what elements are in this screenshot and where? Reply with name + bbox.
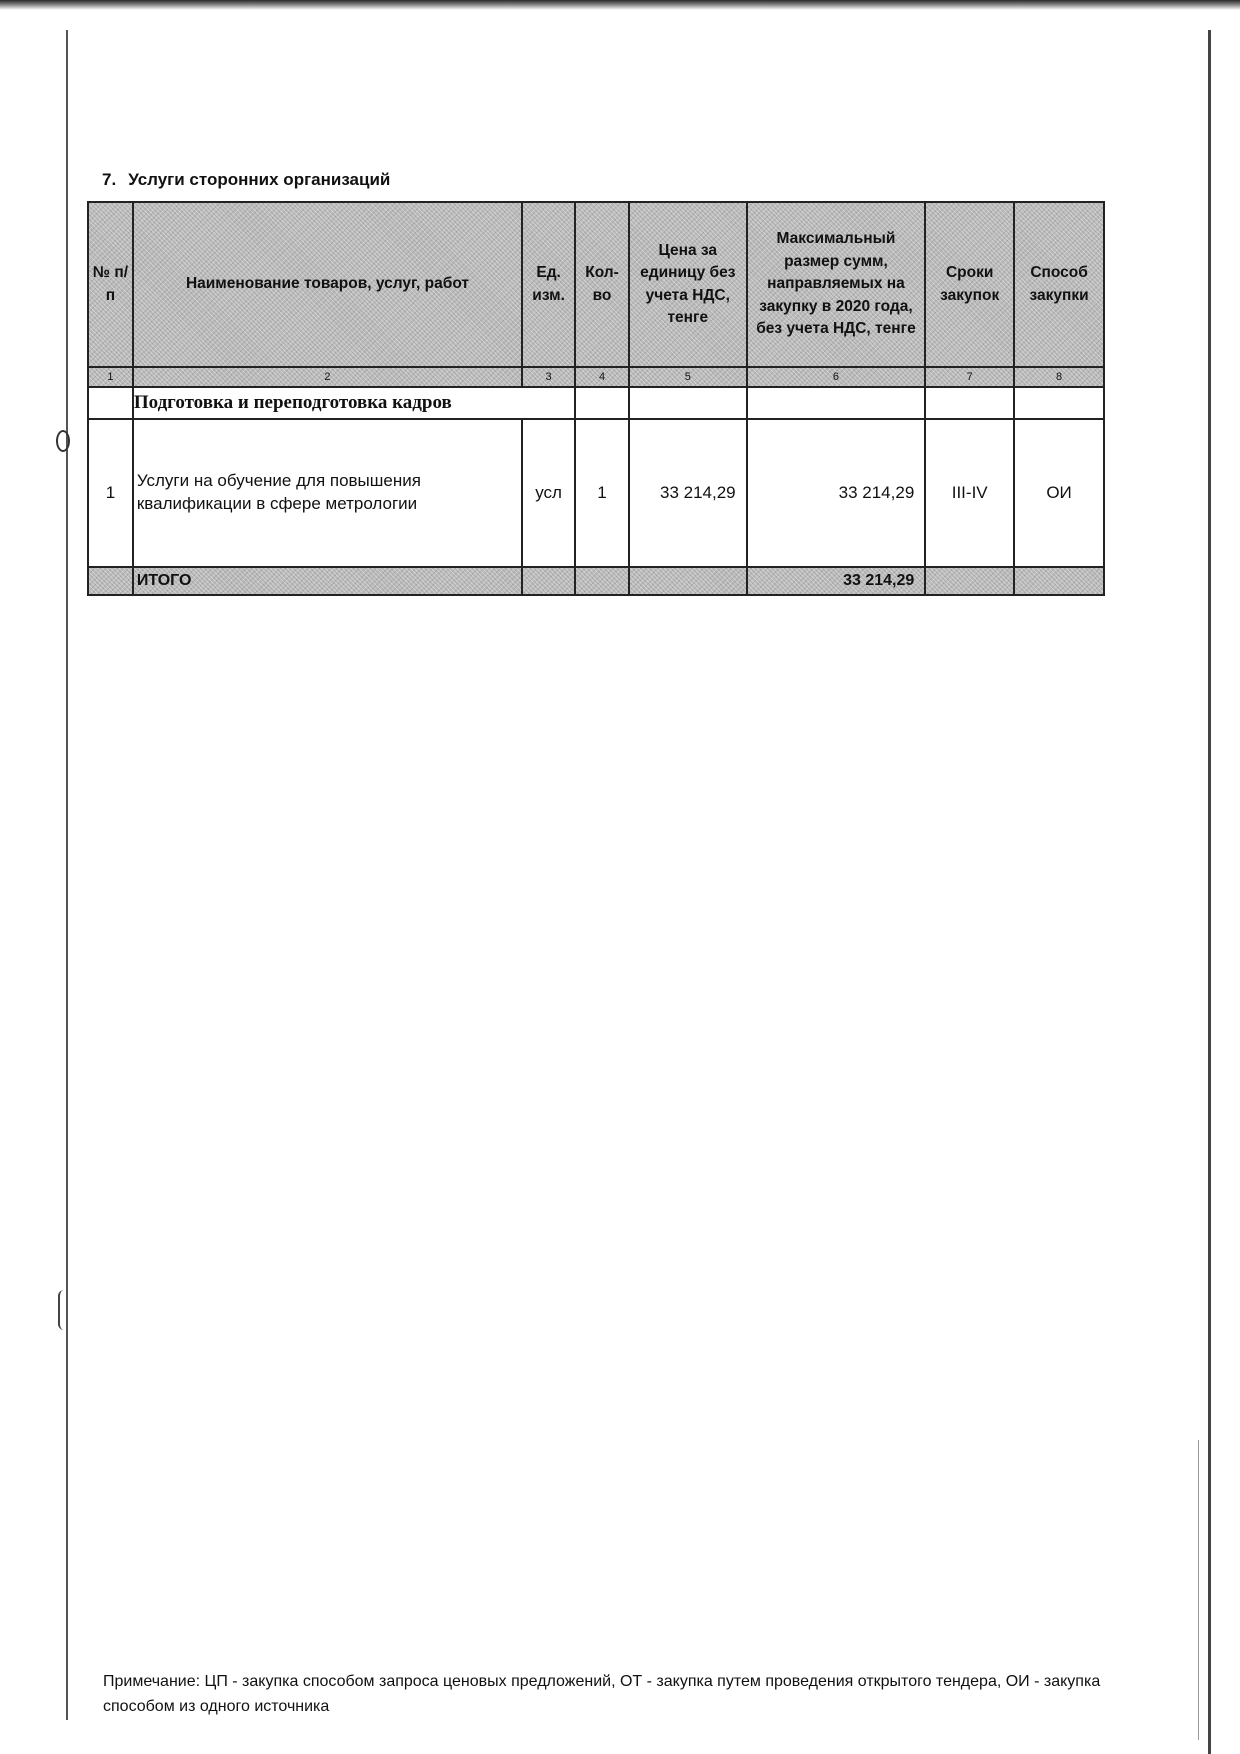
column-number: 3 xyxy=(522,367,575,387)
footnote: Примечание: ЦП - закупка способом запроса ценовых предложений, ОТ - закупка путем проведения открытого тендера, ОИ - закупка способом из одного источника xyxy=(103,1673,1101,1715)
total-empty-cell xyxy=(522,567,575,595)
total-value: 33 214,29 xyxy=(747,567,926,595)
total-row xyxy=(88,567,1104,595)
binding-mark xyxy=(58,1290,68,1330)
scan-edge-left xyxy=(66,30,68,1720)
header-unit: Ед. изм. xyxy=(522,202,575,367)
row-unit: усл xyxy=(522,419,575,567)
scan-edge-top xyxy=(0,0,1240,10)
header-quantity: Кол-во xyxy=(575,202,629,367)
category-empty-cell xyxy=(629,387,747,419)
column-number: 1 xyxy=(88,367,133,387)
column-number: 2 xyxy=(133,367,522,387)
section-title: Услуги сторонних организаций xyxy=(128,170,391,189)
row-period: III-IV xyxy=(925,419,1014,567)
header-period: Сроки закупок xyxy=(925,202,1014,367)
scan-edge-right-inner xyxy=(1198,1440,1199,1740)
category-title: Подготовка и переподготовка кадров xyxy=(133,387,575,419)
row-name: Услуги на обучение для повышения квалификации в сфере метрологии xyxy=(133,419,522,567)
column-number: 7 xyxy=(925,367,1014,387)
row-method: ОИ xyxy=(1014,419,1104,567)
column-number: 4 xyxy=(575,367,629,387)
row-number: 1 xyxy=(88,419,133,567)
category-empty-cell xyxy=(747,387,926,419)
row-max-sum: 33 214,29 xyxy=(747,419,926,567)
header-name: Наименование товаров, услуг, работ xyxy=(133,202,522,367)
section-number: 7. xyxy=(102,170,117,189)
table-row xyxy=(88,419,1104,567)
column-number-row xyxy=(88,367,1104,387)
header-max-sum: Максимальный размер сумм, направляемых на закупку в 2020 года, без учета НДС, тенге xyxy=(747,202,926,367)
header-unit-price: Цена за единицу без учета НДС, тенге xyxy=(629,202,747,367)
table-header-row xyxy=(88,202,1104,367)
category-row xyxy=(88,387,1104,419)
category-empty-cell xyxy=(925,387,1014,419)
section-heading xyxy=(102,170,390,190)
row-unit-price: 33 214,29 xyxy=(629,419,747,567)
total-empty-cell xyxy=(629,567,747,595)
column-number: 5 xyxy=(629,367,747,387)
total-empty-cell xyxy=(925,567,1014,595)
category-empty-cell xyxy=(575,387,629,419)
punch-hole-mark xyxy=(56,430,70,452)
total-empty-cell xyxy=(88,567,133,595)
column-number: 8 xyxy=(1014,367,1104,387)
header-method: Способ закупки xyxy=(1014,202,1104,367)
procurement-table xyxy=(87,201,1105,596)
category-empty-cell xyxy=(1014,387,1104,419)
total-empty-cell xyxy=(575,567,629,595)
row-quantity: 1 xyxy=(575,419,629,567)
scan-edge-right xyxy=(1208,30,1211,1754)
total-empty-cell xyxy=(1014,567,1104,595)
column-number: 6 xyxy=(747,367,926,387)
total-label: ИТОГО xyxy=(133,567,522,595)
category-empty-cell xyxy=(88,387,133,419)
header-number: № п/п xyxy=(88,202,133,367)
